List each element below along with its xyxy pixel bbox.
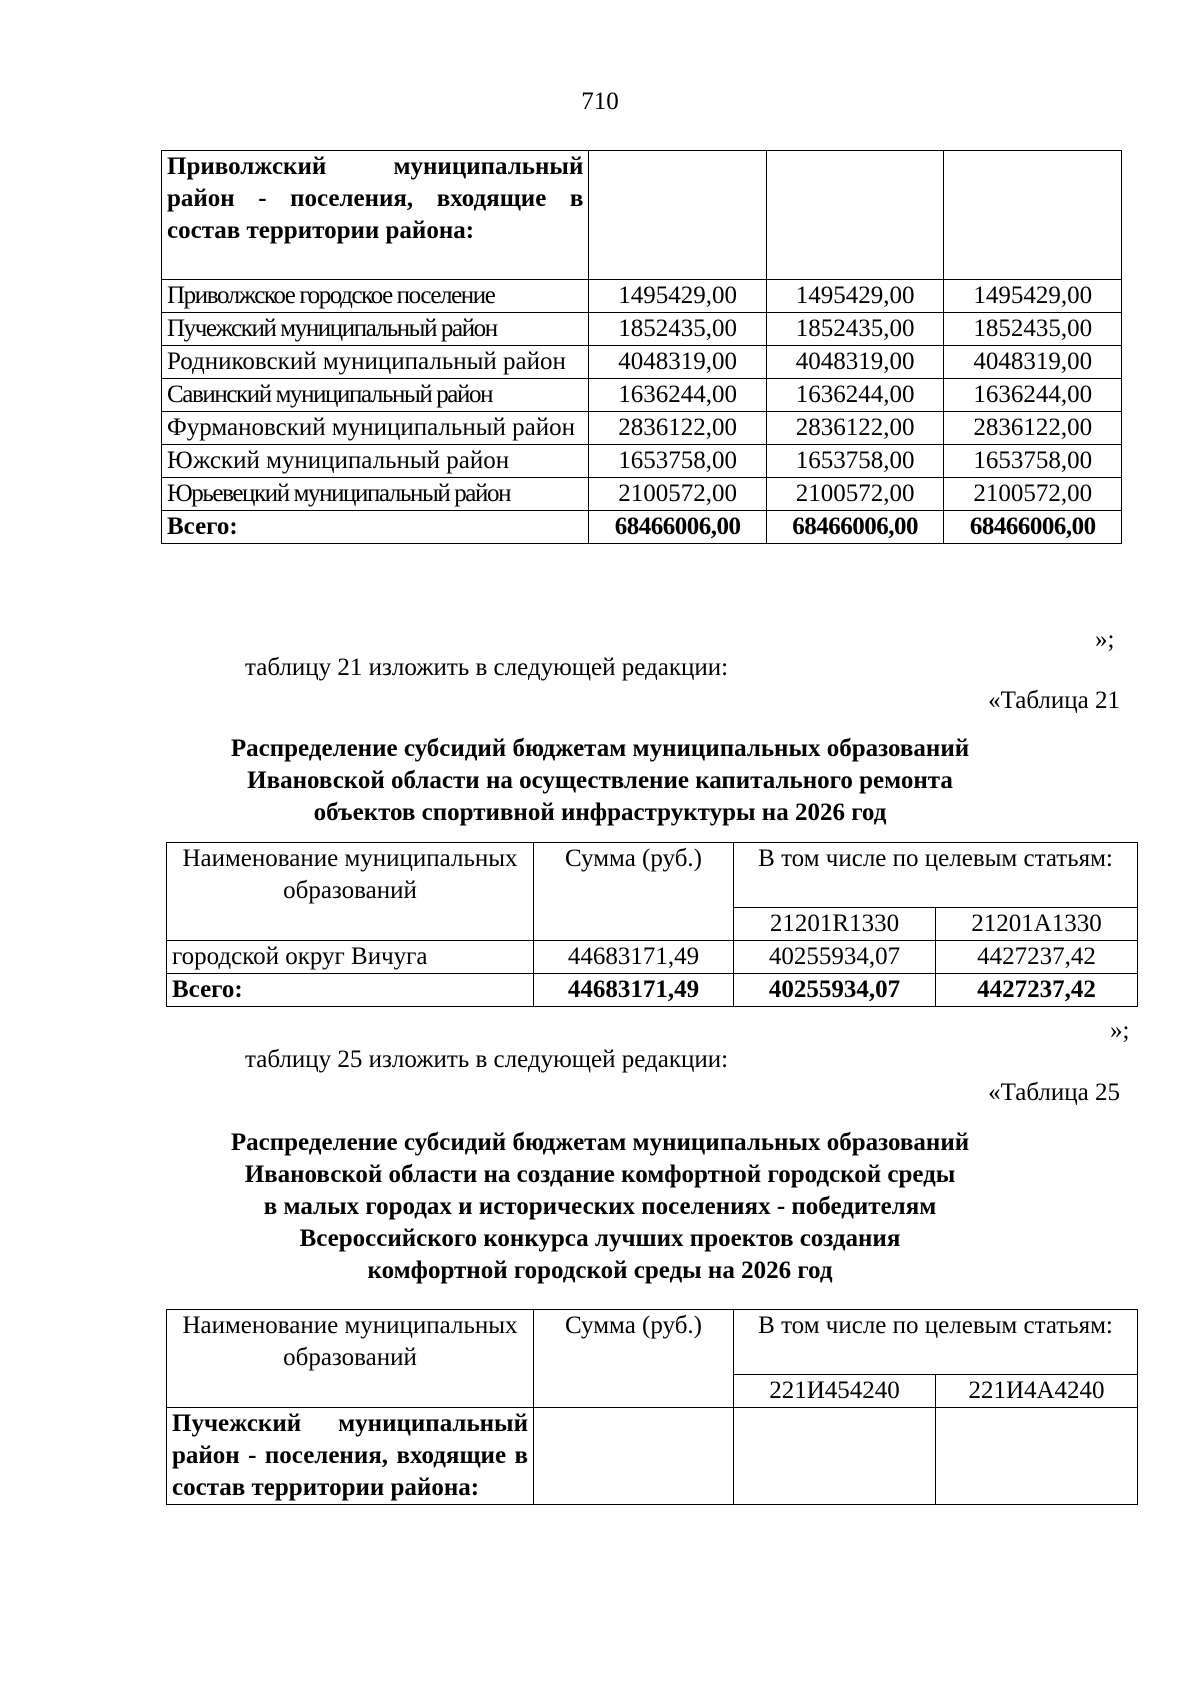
header-code-1: 21201R1330 [734,908,936,941]
table-row: Южский муниципальный район 1653758,00 1653758,00 1653758,00 [162,445,1122,478]
table-row: Пучежский муниципальный район 1852435,00 1852435,00 1852435,00 [162,313,1122,346]
table-25-title: Распределение субсидий бюджетам муниципальных образований Ивановской области на создание комфортной городской среды в малых городах и исторических поселениях - победителям Всероссийского конкурса лучших проектов создания комфортной городской среды на 2026 год [230,1129,970,1284]
row-name: Пучежский муниципальный район [162,313,589,346]
total-row: Всего: 44683171,49 40255934,07 4427237,42 [167,974,1138,1007]
table-row: Приволжское городское поселение 1495429,00 1495429,00 1495429,00 [162,280,1122,313]
table-row: Савинский муниципальный район 1636244,00 1636244,00 1636244,00 [162,379,1122,412]
table-row: Фурмановский муниципальный район 2836122,00 2836122,00 2836122,00 [162,412,1122,445]
header-code-2: 221И4А4240 [936,1375,1138,1408]
table-25 [166,1309,1138,1505]
header-code-2: 21201A1330 [936,908,1138,941]
instruction-table-25: таблицу 25 изложить в следующей редакции: [245,1046,729,1073]
row-name: Родниковский муниципальный район [162,346,589,379]
table-row: Юрьевецкий муниципальный район 2100572,00 2100572,00 2100572,00 [162,478,1122,511]
closing-quote: »; [1095,626,1115,653]
table-21 [166,842,1138,1007]
total-row: Всего: 68466006,00 68466006,00 68466006,00 [162,511,1122,544]
group-header-row [162,151,1122,280]
header-sum: Сумма (руб.) [534,1310,734,1408]
group-header-row [167,1408,1138,1505]
group-header-cell: Приволжский муниципальный район - поселения, входящие в состав территории района: [162,151,589,280]
page-number: 710 [581,88,619,115]
total-label: Всего: [167,974,534,1007]
group-header-cell: Пучежский муниципальный район - поселения, входящие в состав территории района: [167,1408,534,1505]
allocation-table-continuation [161,150,1122,544]
row-name: Фурмановский муниципальный район [162,412,589,445]
table-row: Родниковский муниципальный район 4048319,00 4048319,00 4048319,00 [162,346,1122,379]
header-target: В том числе по целевым статьям: [734,843,1138,908]
header-row [167,843,1138,908]
table-21-label: «Таблица 21 [988,687,1120,714]
table-25-label: «Таблица 25 [988,1079,1120,1106]
header-row [167,1310,1138,1375]
row-name: Южский муниципальный район [162,445,589,478]
header-name: Наименование муниципальных образований [167,843,534,941]
row-name: Юрьевецкий муниципальный район [162,478,589,511]
header-sum: Сумма (руб.) [534,843,734,941]
table-21-title: Распределение субсидий бюджетам муниципальных образований Ивановской области на осуществление капитального ремонта объектов спортивной инфраструктуры на 2026 год [230,735,970,826]
row-name: Приволжское городское поселение [162,280,589,313]
row-name: Савинский муниципальный район [162,379,589,412]
instruction-table-21: таблицу 21 изложить в следующей редакции: [245,654,729,681]
table-row: городской округ Вичуга 44683171,49 40255934,07 4427237,42 [167,941,1138,974]
header-code-1: 221И454240 [734,1375,936,1408]
total-label: Всего: [162,511,589,544]
closing-quote: »; [1110,1017,1130,1044]
header-target: В том числе по целевым статьям: [734,1310,1138,1375]
row-name: городской округ Вичуга [167,941,534,974]
header-name: Наименование муниципальных образований [167,1310,534,1408]
